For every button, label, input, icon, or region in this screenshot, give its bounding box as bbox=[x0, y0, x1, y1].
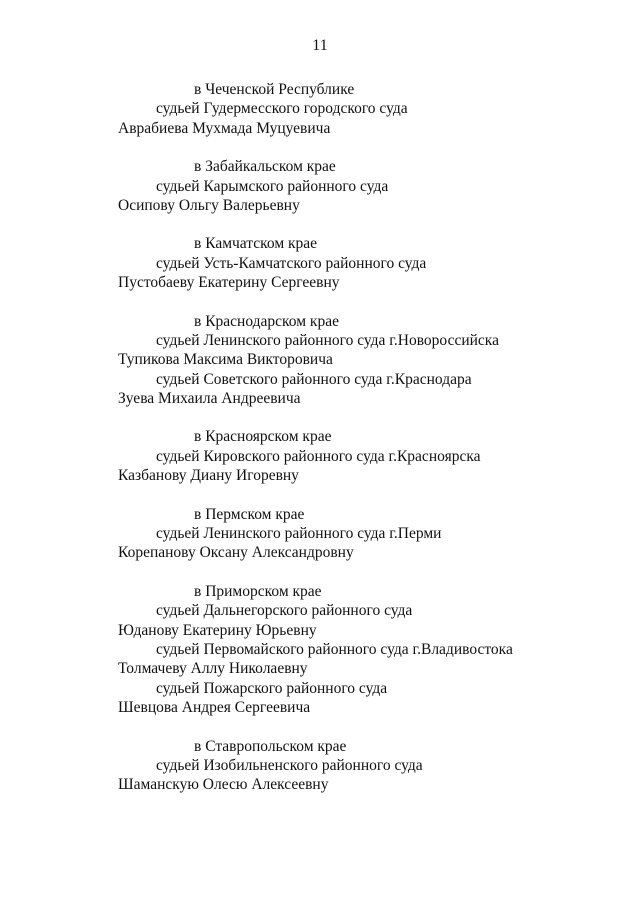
region-section bbox=[0, 737, 640, 795]
court-position: судьей Гудермесского городского суда bbox=[156, 100, 408, 118]
court-position: судьей Ленинского районного суда г.Перми bbox=[156, 525, 442, 543]
judge-name: Шаманскую Олесю Алексеевну bbox=[118, 776, 329, 794]
court-position: судьей Пожарского районного суда bbox=[156, 679, 388, 697]
judge-name: Зуева Михаила Андреевича bbox=[118, 390, 301, 408]
region-heading: в Ставропольском крае bbox=[194, 737, 347, 755]
region-section bbox=[0, 427, 640, 485]
region-heading: в Пермском крае bbox=[194, 505, 305, 523]
region-section bbox=[0, 582, 640, 718]
judge-name: Юданову Екатерину Юрьевну bbox=[118, 621, 317, 639]
court-position: судьей Усть-Камчатского районного суда bbox=[156, 254, 427, 272]
region-section bbox=[0, 505, 640, 563]
judge-name: Казбанову Диану Игоревну bbox=[118, 467, 299, 485]
judge-name: Пустобаеву Екатерину Сергеевну bbox=[118, 274, 340, 292]
judge-name: Толмачеву Аллу Николаевну bbox=[118, 660, 308, 678]
judge-name: Тупикова Максима Викторовича bbox=[118, 351, 333, 369]
court-position: судьей Дальнегорского районного суда bbox=[156, 602, 413, 620]
court-position: судьей Кировского районного суда г.Красноярска bbox=[156, 447, 481, 465]
region-heading: в Краснодарском крае bbox=[194, 312, 339, 330]
appointments-list bbox=[0, 80, 640, 814]
court-position: судьей Изобильненского районного суда bbox=[156, 756, 423, 774]
region-section bbox=[0, 80, 640, 138]
region-heading: в Красноярском крае bbox=[194, 428, 332, 446]
court-position: судьей Ленинского районного суда г.Новороссийска bbox=[156, 331, 499, 349]
region-section bbox=[0, 312, 640, 409]
region-heading: в Камчатском крае bbox=[194, 235, 318, 253]
judge-name: Аврабиева Мухмада Муцуевича bbox=[118, 119, 331, 137]
page-number: 11 bbox=[312, 37, 328, 54]
region-section bbox=[0, 234, 640, 292]
region-heading: в Чеченской Республике bbox=[194, 81, 355, 98]
judge-name: Корепанову Оксану Александровну bbox=[118, 544, 354, 562]
court-position: судьей Советского районного суда г.Краснодара bbox=[156, 370, 472, 388]
court-position: судьей Первомайского районного суда г.Владивостока bbox=[156, 640, 513, 658]
judge-name: Осипову Ольгу Валерьевну bbox=[118, 196, 300, 214]
judge-name: Шевцова Андрея Сергеевича bbox=[118, 699, 311, 717]
court-position: судьей Карымского районного суда bbox=[156, 177, 389, 195]
region-heading: в Забайкальском крае bbox=[194, 158, 336, 176]
region-heading: в Приморском крае bbox=[194, 582, 322, 600]
region-section bbox=[0, 157, 640, 215]
